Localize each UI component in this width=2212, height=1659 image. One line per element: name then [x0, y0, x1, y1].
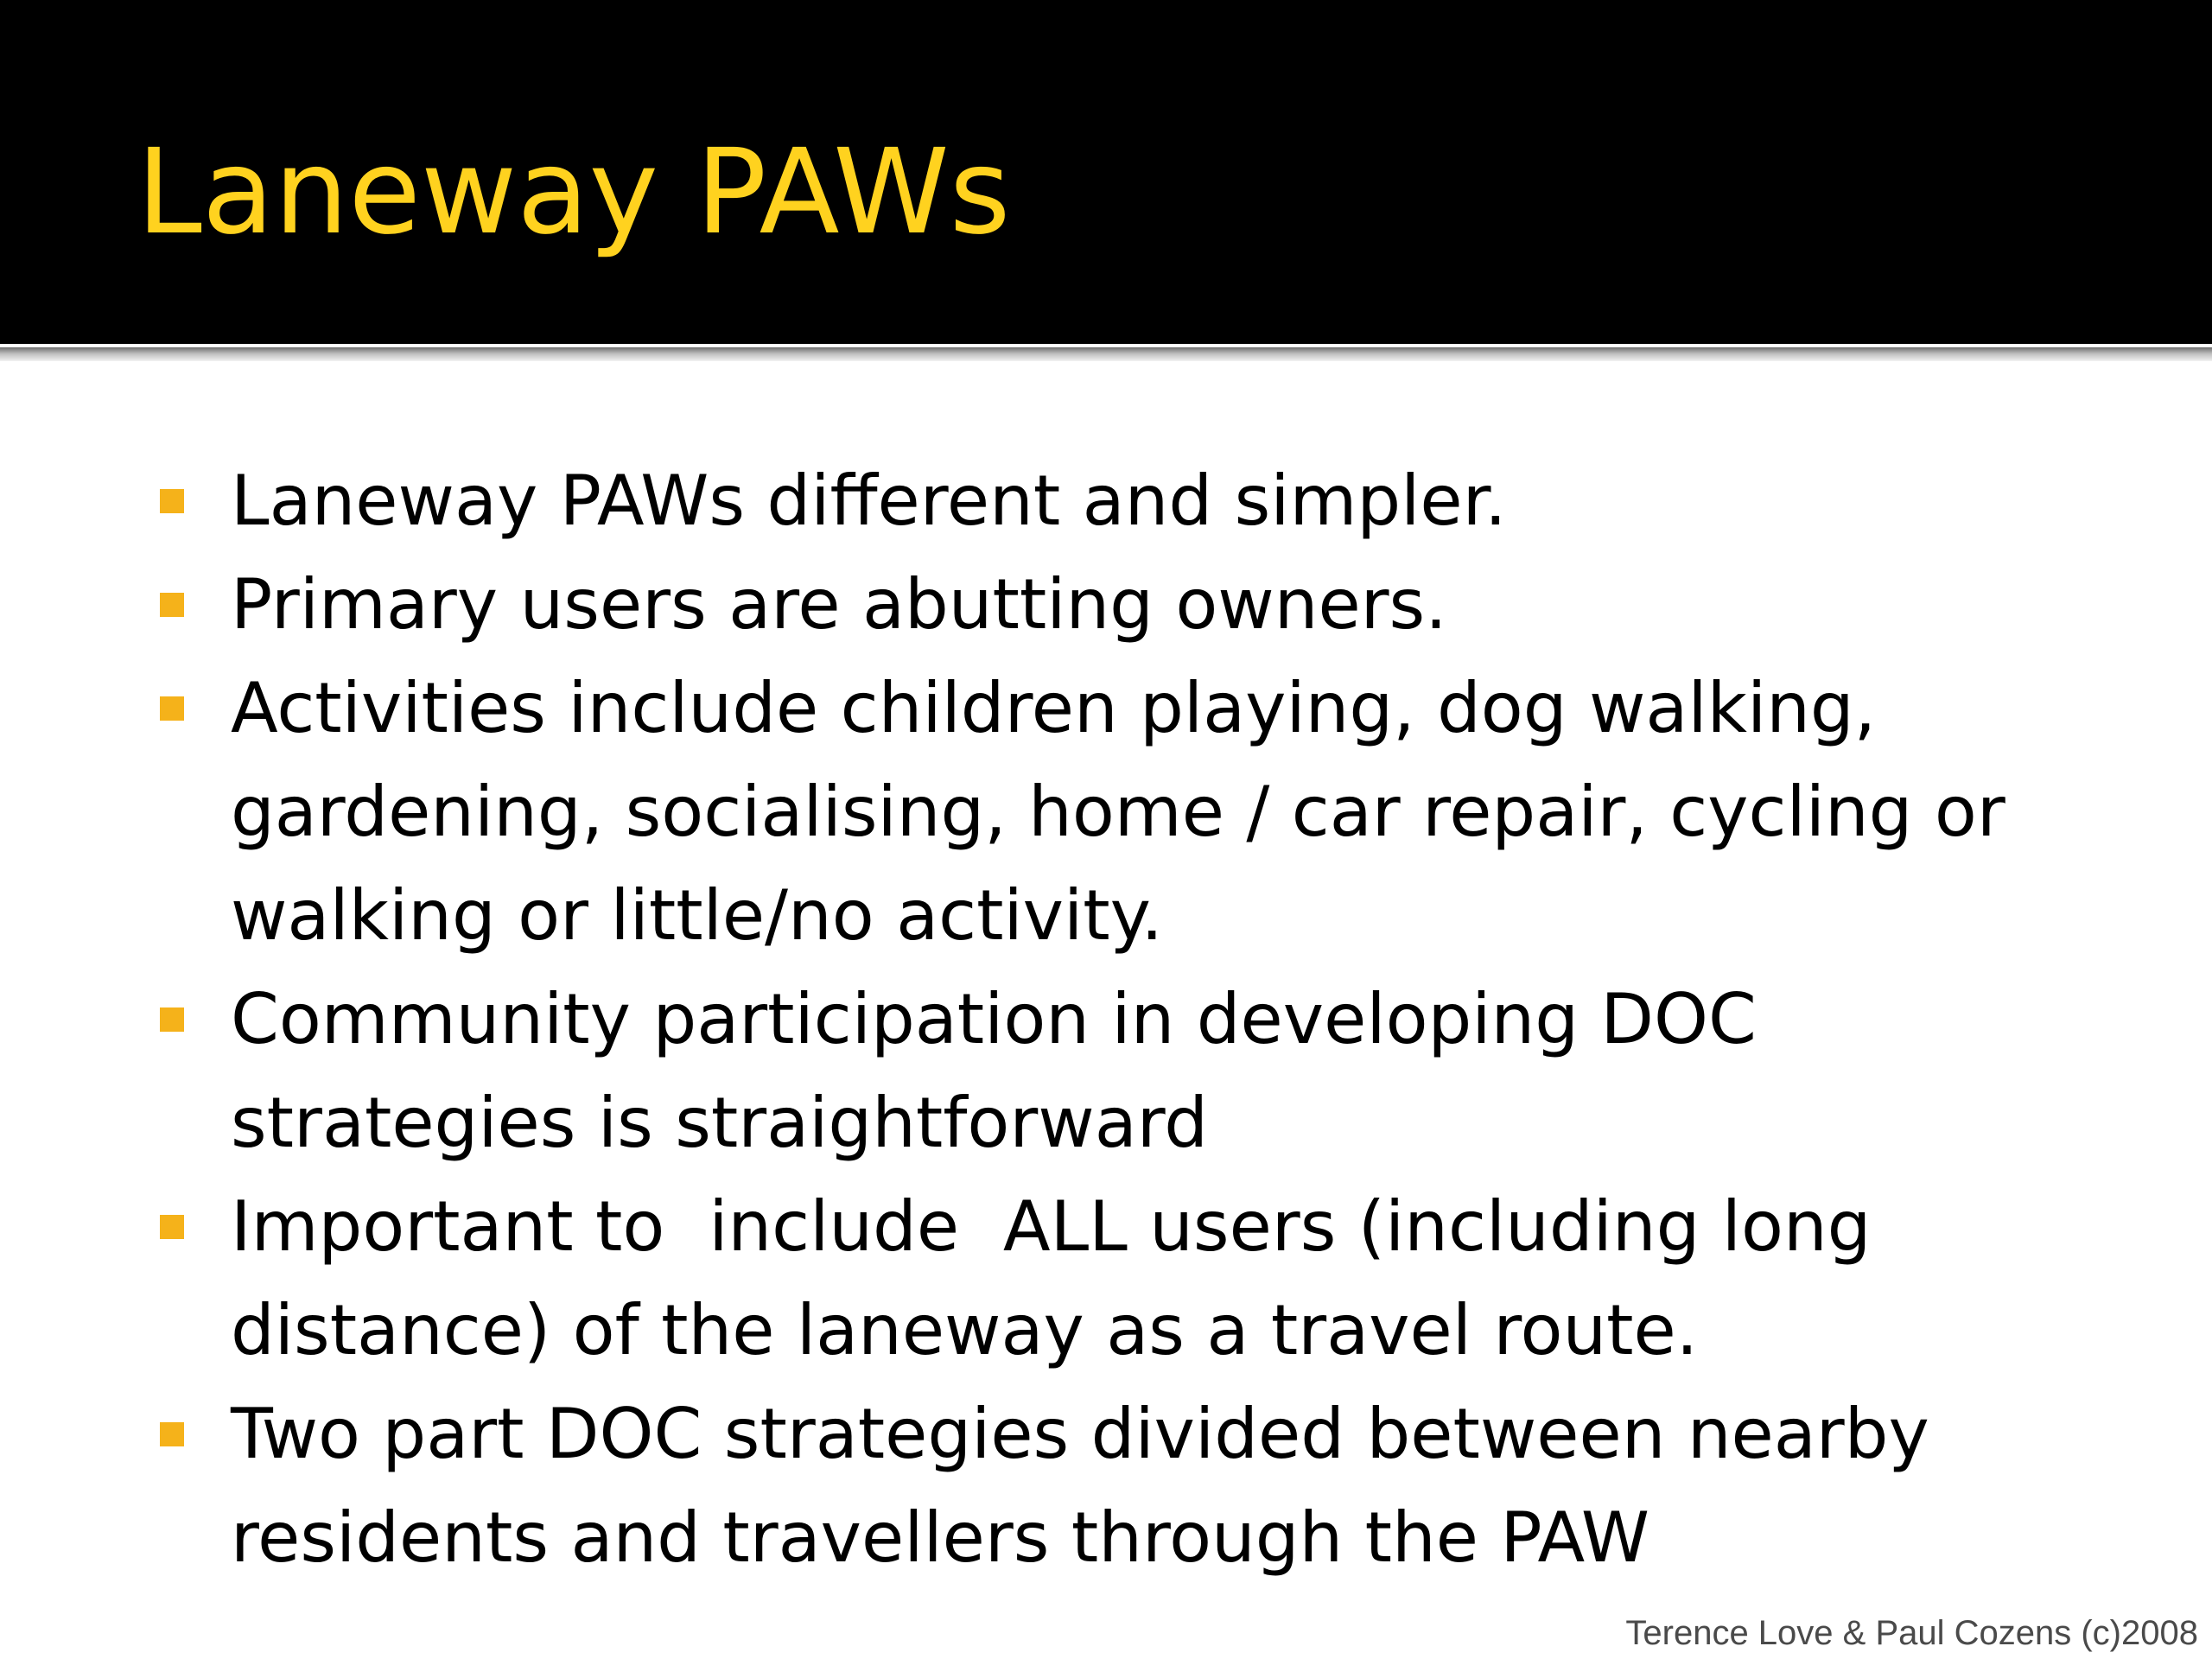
- bullet-item: [0, 968, 2212, 1175]
- square-bullet-icon: [160, 1422, 184, 1446]
- title-band: [0, 0, 2212, 344]
- square-bullet-icon: [160, 593, 184, 617]
- bullet-item: [0, 553, 2212, 657]
- bullet-text: Primary users are abutting owners.: [231, 564, 1447, 645]
- bullet-item: [0, 449, 2212, 553]
- title-divider: [0, 347, 2212, 361]
- footer-credit: Terence Love & Paul Cozens (c)2008: [1625, 1614, 2198, 1652]
- bullet-text: Laneway PAWs different and simpler.: [231, 461, 1507, 541]
- bullet-list: [0, 449, 2212, 1590]
- square-bullet-icon: [160, 696, 184, 721]
- bullet-item: [0, 657, 2212, 968]
- square-bullet-icon: [160, 489, 184, 513]
- slide-title: Laneway PAWs: [137, 124, 1011, 261]
- bullet-text: Activities include children playing, dog walking, gardening, socialising, home / car repair, cycling or walking or little/no activity.: [231, 668, 2028, 956]
- bullet-text: Two part DOC strategies divided between nearby residents and travellers through the PAW: [231, 1394, 1952, 1578]
- bullet-text: Important to include ALL users (including long distance) of the laneway as a travel route.: [231, 1186, 1893, 1370]
- bullet-item: [0, 1382, 2212, 1590]
- square-bullet-icon: [160, 1215, 184, 1239]
- bullet-text: Community participation in developing DOC strategies is straightforward: [231, 979, 1779, 1163]
- bullet-item: [0, 1175, 2212, 1382]
- square-bullet-icon: [160, 1007, 184, 1032]
